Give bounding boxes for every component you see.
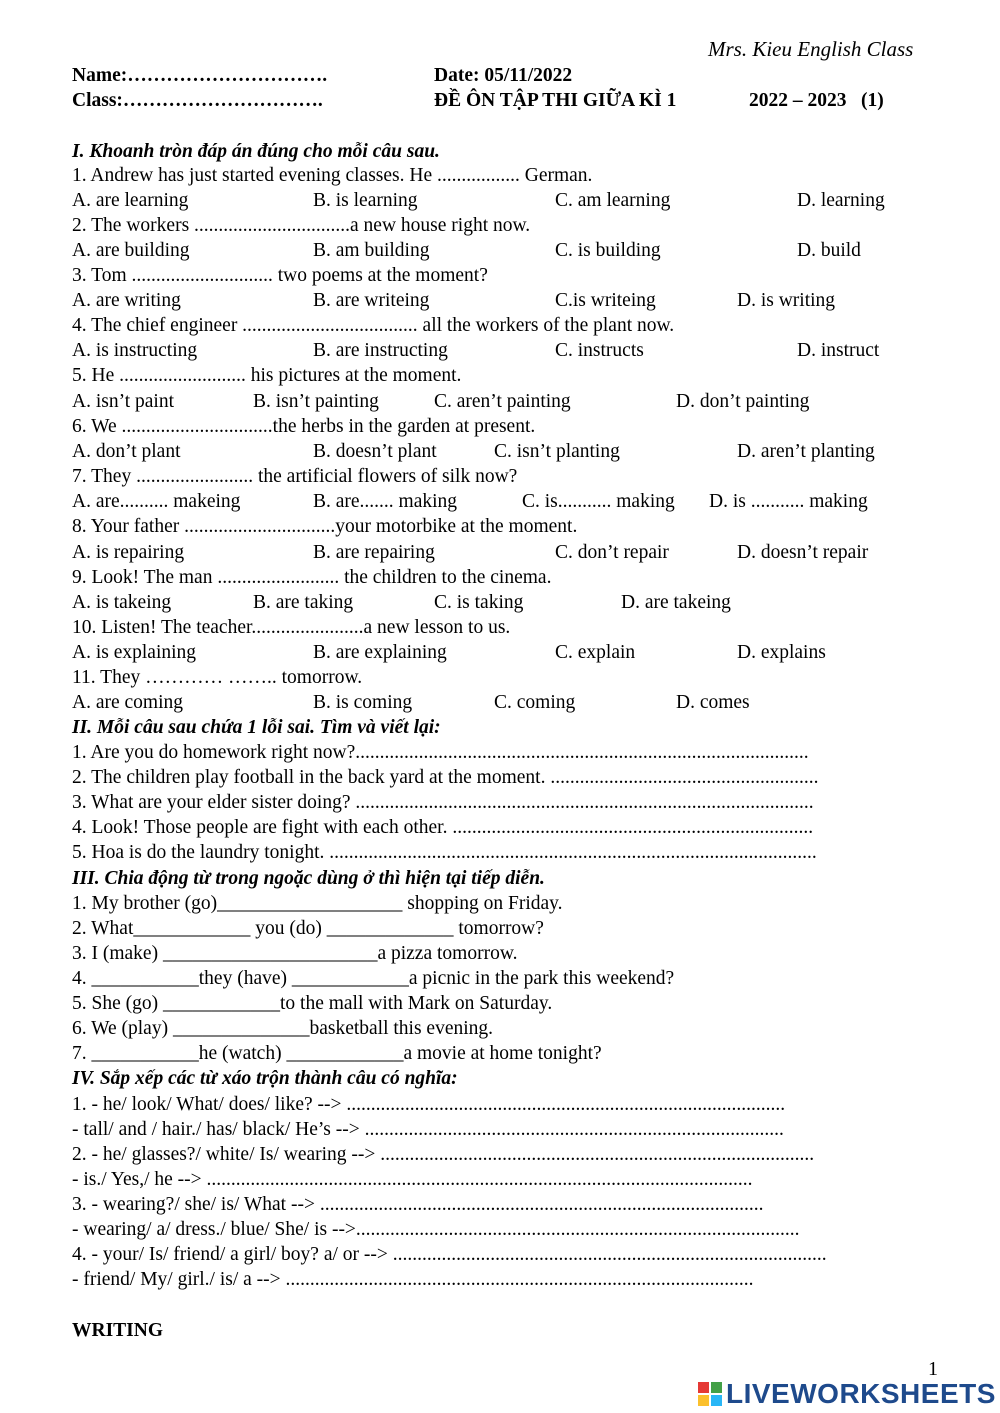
date-label: Date: 05/11/2022 bbox=[434, 65, 573, 86]
option-a[interactable]: A. is explaining bbox=[72, 642, 197, 663]
word-order-line[interactable]: 1. - he/ look/ What/ does/ like? --> .......................................................................................... bbox=[72, 1094, 786, 1115]
verb-exercise[interactable]: 1. My brother (go)___________________ shopping on Friday. bbox=[72, 893, 563, 914]
section1-heading: I. Khoanh tròn đáp án đúng cho mỗi câu sau. bbox=[72, 141, 440, 162]
option-c[interactable]: C. explain bbox=[555, 642, 636, 663]
option-d[interactable]: D. doesn’t repair bbox=[737, 542, 869, 563]
option-c[interactable]: C. is building bbox=[555, 240, 661, 261]
question-text: 11. They ………… …….. tomorrow. bbox=[72, 667, 363, 688]
word-order-line[interactable]: 3. - wearing?/ she/ is/ What --> ........................................................................................... bbox=[72, 1194, 764, 1215]
option-d[interactable]: D. is ........... making bbox=[709, 491, 868, 512]
verb-exercise[interactable]: 3. I (make) ______________________a pizza tomorrow. bbox=[72, 943, 518, 964]
options-row bbox=[0, 289, 1000, 313]
options-row bbox=[0, 641, 1000, 665]
options-row bbox=[0, 591, 1000, 615]
verb-exercise[interactable]: 6. We (play) ______________basketball this evening. bbox=[72, 1018, 494, 1039]
word-order-line[interactable]: - tall/ and / hair./ has/ black/ He’s --> ...................................................................................... bbox=[72, 1119, 784, 1140]
exam-number: (1) bbox=[861, 90, 884, 111]
option-c[interactable]: C. isn’t planting bbox=[494, 441, 620, 462]
question-text: 2. The workers ................................a new house right now. bbox=[72, 215, 531, 236]
option-a[interactable]: A. are writing bbox=[72, 290, 181, 311]
option-d[interactable]: D. build bbox=[797, 240, 861, 261]
options-row bbox=[0, 490, 1000, 514]
option-b[interactable]: B. doesn’t plant bbox=[313, 441, 437, 462]
option-c[interactable]: C. coming bbox=[494, 692, 576, 713]
error-sentence[interactable]: 4. Look! Those people are fight with each other. .......................................................................... bbox=[72, 817, 814, 838]
option-b[interactable]: B. am building bbox=[313, 240, 430, 261]
section2-heading: II. Mỗi câu sau chứa 1 lỗi sai. Tìm và viết lại: bbox=[72, 717, 441, 738]
word-order-line[interactable]: - friend/ My/ girl./ is/ a --> ................................................................................................ bbox=[72, 1269, 754, 1290]
question-text: 5. He .......................... his pictures at the moment. bbox=[72, 365, 462, 386]
section4-heading: IV. Sắp xếp các từ xáo trộn thành câu có nghĩa: bbox=[72, 1068, 458, 1089]
options-row bbox=[0, 440, 1000, 464]
question-text: 6. We ...............................the herbs in the garden at present. bbox=[72, 416, 536, 437]
option-b[interactable]: B. isn’t painting bbox=[253, 391, 379, 412]
options-row bbox=[0, 339, 1000, 363]
option-d[interactable]: D. learning bbox=[797, 190, 885, 211]
option-b[interactable]: B. are instructing bbox=[313, 340, 448, 361]
options-row bbox=[0, 541, 1000, 565]
question-text: 4. The chief engineer .................................... all the workers of the plant now. bbox=[72, 315, 675, 336]
options-row bbox=[0, 239, 1000, 263]
writing-heading: WRITING bbox=[72, 1320, 164, 1341]
class-field-label: Class:…………………………. bbox=[72, 90, 323, 111]
option-c[interactable]: C. is taking bbox=[434, 592, 524, 613]
option-a[interactable]: A. are building bbox=[72, 240, 190, 261]
option-d[interactable]: D. comes bbox=[676, 692, 750, 713]
option-b[interactable]: B. is learning bbox=[313, 190, 418, 211]
option-c[interactable]: C. aren’t painting bbox=[434, 391, 571, 412]
option-a[interactable]: A. is takeing bbox=[72, 592, 172, 613]
option-d[interactable]: D. don’t painting bbox=[676, 391, 810, 412]
option-d[interactable]: D. aren’t planting bbox=[737, 441, 875, 462]
error-sentence[interactable]: 1. Are you do homework right now?............................................................................................. bbox=[72, 742, 809, 763]
option-a[interactable]: A. is instructing bbox=[72, 340, 198, 361]
word-order-line[interactable]: - wearing/ a/ dress./ blue/ She/ is -->........................................................................................... bbox=[72, 1219, 800, 1240]
question-text: 7. They ........................ the artificial flowers of silk now? bbox=[72, 466, 518, 487]
verb-exercise[interactable]: 5. She (go) ____________to the mall with Mark on Saturday. bbox=[72, 993, 553, 1014]
page-number: 1 bbox=[928, 1358, 938, 1380]
word-order-line[interactable]: 2. - he/ glasses?/ white/ Is/ wearing --> ......................................................................................... bbox=[72, 1144, 815, 1165]
option-c[interactable]: C. is........... making bbox=[522, 491, 675, 512]
option-a[interactable]: A. are coming bbox=[72, 692, 184, 713]
liveworksheets-logo bbox=[698, 1379, 996, 1409]
option-d[interactable]: D. explains bbox=[737, 642, 826, 663]
option-d[interactable]: D. is writing bbox=[737, 290, 836, 311]
verb-exercise[interactable]: 2. What____________ you (do) _____________ tomorrow? bbox=[72, 918, 544, 939]
question-text: 3. Tom ............................. two poems at the moment? bbox=[72, 265, 488, 286]
question-text: 1. Andrew has just started evening classes. He ................. German. bbox=[72, 165, 593, 186]
logo-text: LIVEWORKSHEETS bbox=[726, 1378, 996, 1409]
option-c[interactable]: C.is writeing bbox=[555, 290, 656, 311]
options-row bbox=[0, 691, 1000, 715]
error-sentence[interactable]: 5. Hoa is do the laundry tonight. .................................................................................................... bbox=[72, 842, 817, 863]
verb-exercise[interactable]: 7. ___________he (watch) ____________a movie at home tonight? bbox=[72, 1043, 602, 1064]
option-d[interactable]: D. are takeing bbox=[621, 592, 731, 613]
question-text: 9. Look! The man ......................... the children to the cinema. bbox=[72, 567, 552, 588]
option-b[interactable]: B. are repairing bbox=[313, 542, 435, 563]
options-row bbox=[0, 189, 1000, 213]
logo-icon bbox=[698, 1382, 722, 1406]
option-b[interactable]: B. is coming bbox=[313, 692, 413, 713]
error-sentence[interactable]: 3. What are your elder sister doing? .............................................................................................. bbox=[72, 792, 814, 813]
question-text: 8. Your father ...............................your motorbike at the moment. bbox=[72, 516, 578, 537]
options-row bbox=[0, 390, 1000, 414]
option-a[interactable]: A. is repairing bbox=[72, 542, 185, 563]
option-b[interactable]: B. are writeing bbox=[313, 290, 430, 311]
school-year: 2022 – 2023 bbox=[749, 90, 847, 111]
option-a[interactable]: A. are learning bbox=[72, 190, 189, 211]
word-order-line[interactable]: 4. - your/ Is/ friend/ a girl/ boy? a/ or --> ......................................................................................... bbox=[72, 1244, 827, 1265]
option-b[interactable]: B. are....... making bbox=[313, 491, 458, 512]
error-sentence[interactable]: 2. The children play football in the back yard at the moment. ....................................................... bbox=[72, 767, 819, 788]
option-c[interactable]: C. instructs bbox=[555, 340, 644, 361]
option-a[interactable]: A. are.......... makeing bbox=[72, 491, 241, 512]
exam-title: ĐỀ ÔN TẬP THI GIỮA KÌ 1 bbox=[434, 90, 677, 111]
option-a[interactable]: A. isn’t paint bbox=[72, 391, 175, 412]
option-a[interactable]: A. don’t plant bbox=[72, 441, 181, 462]
name-field-label: Name:…………………………. bbox=[72, 65, 328, 86]
verb-exercise[interactable]: 4. ___________they (have) ____________a picnic in the park this weekend? bbox=[72, 968, 675, 989]
option-c[interactable]: C. don’t repair bbox=[555, 542, 669, 563]
question-text: 10. Listen! The teacher.......................a new lesson to us. bbox=[72, 617, 511, 638]
option-d[interactable]: D. instruct bbox=[797, 340, 880, 361]
word-order-line[interactable]: - is./ Yes,/ he --> ................................................................................................................ bbox=[72, 1169, 753, 1190]
class-name: Mrs. Kieu English Class bbox=[708, 37, 914, 61]
section3-heading: III. Chia động từ trong ngoặc dùng ở thì hiện tại tiếp diễn. bbox=[72, 868, 545, 889]
option-b[interactable]: B. are taking bbox=[253, 592, 354, 613]
option-c[interactable]: C. am learning bbox=[555, 190, 671, 211]
option-b[interactable]: B. are explaining bbox=[313, 642, 447, 663]
